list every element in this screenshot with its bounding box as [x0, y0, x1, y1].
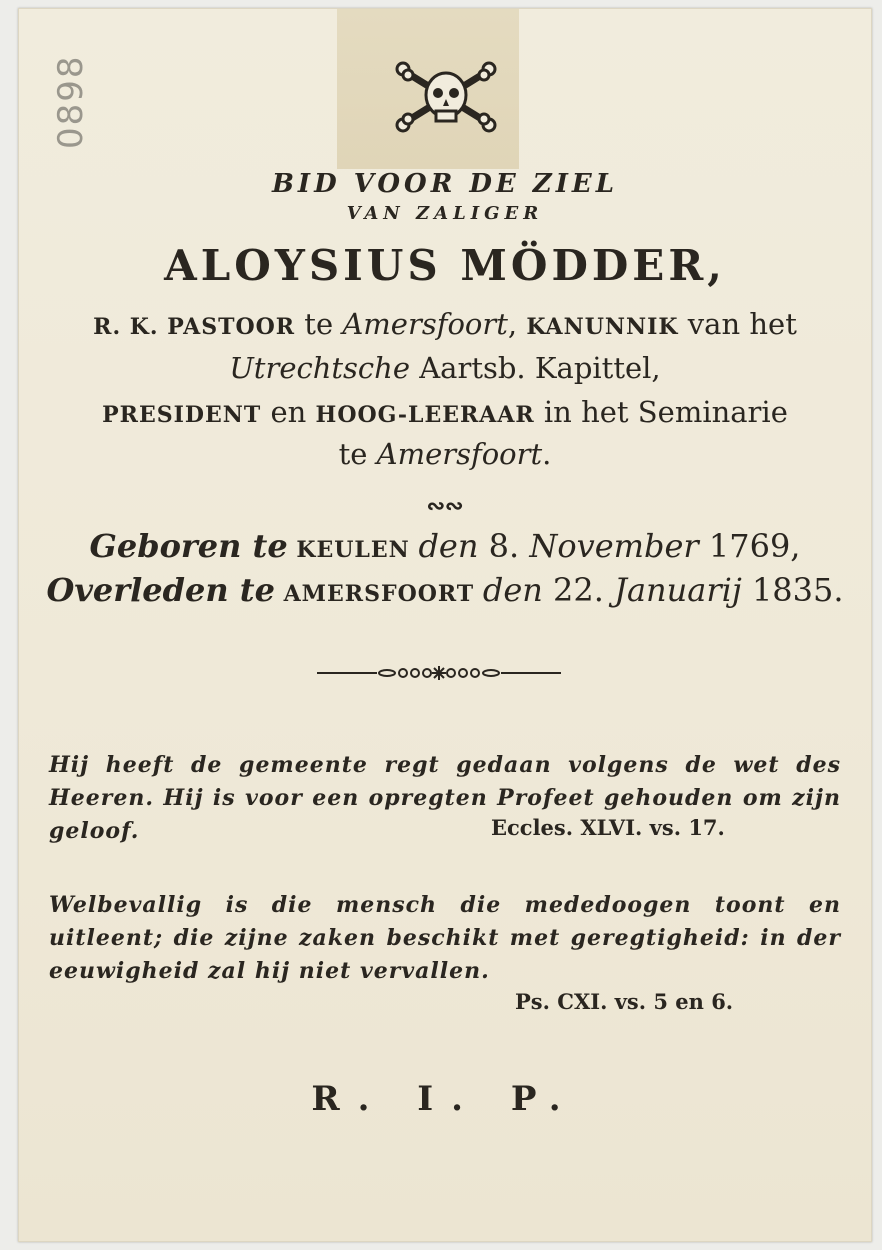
quote-ecclesiasticus-reference: Eccles. XLVI. vs. 17.: [491, 815, 725, 840]
title-line-4: te Amersfoort.: [338, 437, 552, 471]
quote-psalm-reference: Ps. CXI. vs. 5 en 6.: [515, 989, 734, 1014]
title-line-3: PRESIDENT en HOOG-LEERAAR in het Seminarie: [102, 395, 788, 429]
title-line-1: R. K. PASTOOR te Amersfoort, KANUNNIK van het: [93, 307, 797, 341]
memorial-card: [18, 8, 872, 1242]
death-line: Overleden te AMERSFOORT den 22. Januarij 1835.: [46, 571, 844, 609]
prayer-subheading: VAN ZALIGER: [346, 203, 544, 224]
archive-number: 0898: [51, 54, 91, 149]
divider-ornament: [317, 665, 561, 681]
quote-psalm: Welbevallig is die mensch die mededoogen toont en uitleent; die zijne zaken beschikt met geregtigheid: in der eeuwigheid zal hij niet vervallen.: [49, 892, 841, 984]
deceased-name: ALOYSIUS MÖDDER,: [164, 241, 726, 290]
birth-line: Geboren te KEULEN den 8. November 1769,: [89, 527, 801, 565]
title-line-2: Utrechtsche Aartsb. Kapittel,: [229, 351, 661, 385]
wave-ornament: ∾∾: [426, 493, 464, 519]
quote-ecclesiasticus: Hij heeft de gemeente regt gedaan volgens de wet des Heeren. Hij is voor een opregten Profeet gehouden om zijn geloof.: [49, 752, 841, 844]
rip-initials: R. I. P.: [311, 1079, 579, 1119]
skull-crossbones-icon: [394, 61, 498, 133]
prayer-heading: BID VOOR DE ZIEL: [271, 169, 619, 199]
